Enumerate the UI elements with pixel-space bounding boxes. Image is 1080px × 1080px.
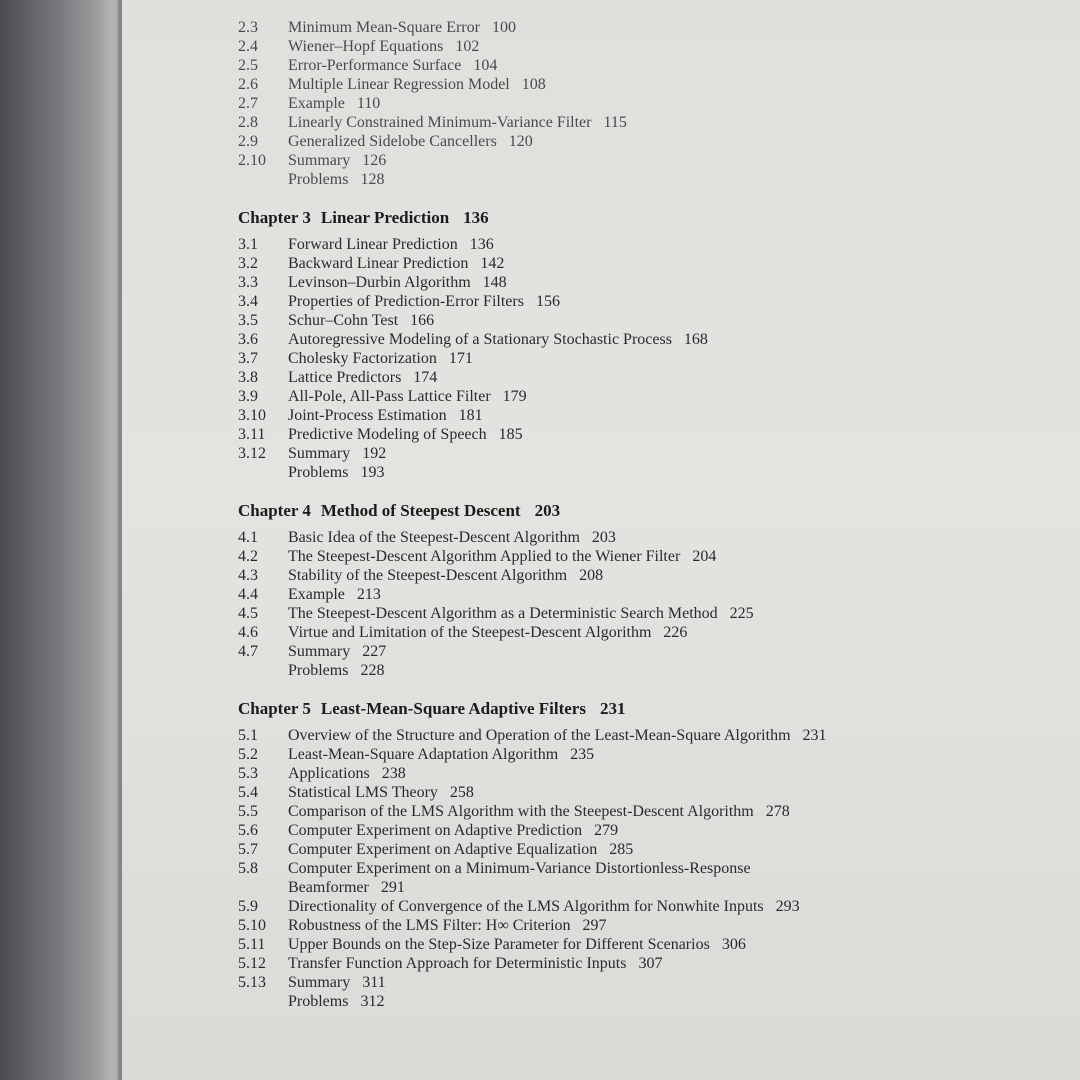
toc-entry	[238, 783, 1038, 802]
page-number: 136	[469, 236, 494, 253]
toc-entry	[238, 954, 1038, 973]
page-number: 100	[491, 19, 516, 36]
section-number: 4.6	[238, 624, 258, 641]
section-title: Basic Idea of the Steepest-Descent Algorithm	[288, 529, 580, 546]
chapter-label: Chapter 3	[238, 208, 311, 227]
page-number: 174	[413, 369, 438, 386]
page-number: 293	[775, 898, 800, 915]
section-number: 4.7	[238, 643, 258, 660]
section-title: Forward Linear Prediction	[288, 236, 458, 253]
section-title: Schur–Cohn Test	[288, 312, 399, 329]
toc-entry	[238, 151, 1038, 170]
section-title: Multiple Linear Regression Model	[288, 76, 510, 93]
section-title: Computer Experiment on a Minimum-Variance Distortionless-Response	[288, 860, 751, 877]
section-title: Problems	[288, 662, 349, 679]
page-number: 227	[362, 643, 387, 660]
page-number: 285	[609, 841, 634, 858]
section-number: 4.1	[238, 529, 258, 546]
toc-entry	[238, 992, 1038, 1011]
toc-entry	[238, 528, 1038, 547]
section-title: Linearly Constrained Minimum-Variance Filter	[288, 114, 592, 131]
section-title: Stability of the Steepest-Descent Algorithm	[288, 567, 568, 584]
section-number: 3.2	[238, 255, 258, 272]
toc-entry	[238, 292, 1038, 311]
section-title: Summary	[288, 152, 351, 169]
page-number: 311	[362, 974, 386, 991]
section-title: Directionality of Convergence of the LMS Algorithm for Nonwhite Inputs	[288, 898, 764, 915]
section-title: Example	[288, 586, 345, 603]
chapter-3-heading	[238, 207, 1038, 229]
section-title: Generalized Sidelobe Cancellers	[288, 133, 497, 150]
section-title: Lattice Predictors	[288, 369, 402, 386]
section-title: Overview of the Structure and Operation of the Least-Mean-Square Algorithm	[288, 727, 791, 744]
toc-entry	[238, 764, 1038, 783]
section-number: 3.12	[238, 445, 266, 462]
toc-entry	[238, 973, 1038, 992]
section-number: 3.4	[238, 293, 258, 310]
section-title: Virtue and Limitation of the Steepest-Descent Algorithm	[288, 624, 652, 641]
section-title: Computer Experiment on Adaptive Prediction	[288, 822, 583, 839]
chapter-4-heading	[238, 500, 1038, 522]
chapter-5-heading	[238, 698, 1038, 720]
section-title: The Steepest-Descent Algorithm as a Deterministic Search Method	[288, 605, 718, 622]
section-title: The Steepest-Descent Algorithm Applied to the Wiener Filter	[288, 548, 681, 565]
toc-entry	[238, 254, 1038, 273]
section-title: Wiener–Hopf Equations	[288, 38, 444, 55]
toc-entry	[238, 840, 1038, 859]
section-number: 3.9	[238, 388, 258, 405]
section-title: Summary	[288, 445, 351, 462]
toc-entry	[238, 745, 1038, 764]
toc-entry	[238, 859, 1038, 878]
page-number: 104	[473, 57, 498, 74]
toc-entry	[238, 311, 1038, 330]
page-number: 208	[579, 567, 604, 584]
page-number: 228	[360, 662, 385, 679]
page-number: 307	[638, 955, 663, 972]
section-number: 5.9	[238, 898, 258, 915]
section-number: 3.5	[238, 312, 258, 329]
toc-entry	[238, 18, 1038, 37]
page-number: 306	[721, 936, 746, 953]
toc-entry	[238, 113, 1038, 132]
page-number: 297	[582, 917, 607, 934]
toc-entry	[238, 56, 1038, 75]
page-number: 168	[683, 331, 708, 348]
chapter-title: Linear Prediction	[320, 208, 450, 227]
section-number: 4.4	[238, 586, 258, 603]
section-number: 3.8	[238, 369, 258, 386]
section-number: 5.5	[238, 803, 258, 820]
page-number: 108	[521, 76, 546, 93]
section-title: Error-Performance Surface	[288, 57, 462, 74]
page-number: 258	[449, 784, 474, 801]
section-title: Problems	[288, 171, 349, 188]
page-number: 115	[603, 114, 627, 131]
page-number: 128	[360, 171, 385, 188]
section-title: Minimum Mean-Square Error	[288, 19, 480, 36]
toc-entry	[238, 661, 1038, 680]
page-number: 179	[502, 388, 527, 405]
chapter-page: 136	[463, 208, 489, 227]
section-number: 5.4	[238, 784, 258, 801]
section-number: 5.3	[238, 765, 258, 782]
section-title: Comparison of the LMS Algorithm with the Steepest-Descent Algorithm	[288, 803, 754, 820]
page-number: 235	[570, 746, 595, 763]
section-number: 5.10	[238, 917, 266, 934]
page-number: 193	[360, 464, 385, 481]
table-of-contents	[238, 18, 1038, 1011]
section-number: 5.2	[238, 746, 258, 763]
toc-entry	[238, 642, 1038, 661]
section-number: 3.11	[238, 426, 266, 443]
toc-entry	[238, 235, 1038, 254]
chapter-4-section-list	[238, 528, 1038, 680]
section-title: Transfer Function Approach for Deterministic Inputs	[288, 955, 627, 972]
section-title: Properties of Prediction-Error Filters	[288, 293, 524, 310]
section-number: 5.6	[238, 822, 258, 839]
section-number: 3.7	[238, 350, 258, 367]
section-title: Autoregressive Modeling of a Stationary Stochastic Process	[288, 331, 672, 348]
section-number: 2.4	[238, 38, 258, 55]
chapter-title: Least-Mean-Square Adaptive Filters	[320, 699, 586, 718]
page-number: 204	[692, 548, 717, 565]
chapter-page: 231	[599, 699, 626, 718]
chapter-label: Chapter 4	[238, 501, 311, 520]
section-title: Backward Linear Prediction	[288, 255, 469, 272]
section-number: 2.3	[238, 19, 258, 36]
section-number: 5.13	[238, 974, 266, 991]
section-title: Applications	[288, 765, 370, 782]
toc-entry	[238, 585, 1038, 604]
page-number: 226	[663, 624, 688, 641]
toc-entry	[238, 132, 1038, 151]
toc-entry	[238, 916, 1038, 935]
section-title: Least-Mean-Square Adaptation Algorithm	[288, 746, 559, 763]
toc-entry-continuation	[238, 878, 1038, 897]
section-number: 2.5	[238, 57, 258, 74]
page-number: 213	[356, 586, 381, 603]
page-number: 312	[360, 993, 385, 1010]
toc-entry	[238, 94, 1038, 113]
chapter-5-section-list	[238, 726, 1038, 1011]
page-number: 156	[535, 293, 560, 310]
section-number: 3.1	[238, 236, 258, 253]
section-title: All-Pole, All-Pass Lattice Filter	[288, 388, 491, 405]
page-number: 192	[362, 445, 387, 462]
toc-entry	[238, 897, 1038, 916]
page-number: 279	[594, 822, 619, 839]
toc-entry	[238, 273, 1038, 292]
chapter-3-section-list	[238, 235, 1038, 482]
section-number: 2.6	[238, 76, 258, 93]
section-number: 2.10	[238, 152, 266, 169]
page-number: 126	[362, 152, 387, 169]
section-title: Predictive Modeling of Speech	[288, 426, 487, 443]
section-number: 5.11	[238, 936, 266, 953]
page-number: 120	[508, 133, 533, 150]
section-number: 4.5	[238, 605, 258, 622]
page-number: 171	[448, 350, 473, 367]
section-title: Cholesky Factorization	[288, 350, 437, 367]
toc-entry	[238, 170, 1038, 189]
toc-entry	[238, 726, 1038, 745]
section-title: Example	[288, 95, 345, 112]
section-number: 2.9	[238, 133, 258, 150]
section-number: 4.3	[238, 567, 258, 584]
section-title: Robustness of the LMS Filter: H∞ Criterion	[288, 917, 571, 934]
toc-entry	[238, 444, 1038, 463]
toc-entry	[238, 547, 1038, 566]
section-number: 3.3	[238, 274, 258, 291]
toc-entry	[238, 37, 1038, 56]
toc-entry	[238, 935, 1038, 954]
section-number: 5.8	[238, 860, 258, 877]
page-number: 238	[381, 765, 406, 782]
section-title: Summary	[288, 974, 351, 991]
toc-entry	[238, 425, 1038, 444]
page-number: 181	[458, 407, 483, 424]
section-number: 5.7	[238, 841, 258, 858]
section-title: Statistical LMS Theory	[288, 784, 438, 801]
section-number: 2.7	[238, 95, 258, 112]
toc-entry	[238, 75, 1038, 94]
page-number: 203	[591, 529, 616, 546]
page-number: 102	[455, 38, 480, 55]
chapter-title: Method of Steepest Descent	[320, 501, 521, 520]
page-number: 225	[729, 605, 754, 622]
page-number: 185	[498, 426, 523, 443]
section-number: 4.2	[238, 548, 258, 565]
section-title: Upper Bounds on the Step-Size Parameter for Different Scenarios	[288, 936, 710, 953]
toc-entry	[238, 368, 1038, 387]
chapter-2-section-list	[238, 18, 1038, 189]
section-number: 3.6	[238, 331, 258, 348]
toc-entry	[238, 623, 1038, 642]
chapter-page: 203	[534, 501, 561, 520]
section-number: 3.10	[238, 407, 266, 424]
toc-entry	[238, 821, 1038, 840]
section-title: Joint-Process Estimation	[288, 407, 447, 424]
page-number: 166	[410, 312, 435, 329]
section-number: 5.1	[238, 727, 258, 744]
toc-entry	[238, 387, 1038, 406]
section-title: Beamformer	[288, 879, 369, 896]
page-number: 278	[765, 803, 790, 820]
section-title: Levinson–Durbin Algorithm	[288, 274, 471, 291]
section-title: Computer Experiment on Adaptive Equalization	[288, 841, 598, 858]
toc-entry	[238, 349, 1038, 368]
page-number: 231	[802, 727, 827, 744]
toc-entry	[238, 463, 1038, 482]
toc-entry	[238, 566, 1038, 585]
toc-entry	[238, 330, 1038, 349]
section-title: Problems	[288, 993, 349, 1010]
toc-entry	[238, 604, 1038, 623]
page-number: 142	[480, 255, 505, 272]
page-number: 148	[482, 274, 507, 291]
page-number: 291	[380, 879, 405, 896]
chapter-label: Chapter 5	[238, 699, 311, 718]
section-title: Summary	[288, 643, 351, 660]
toc-entry	[238, 802, 1038, 821]
page-number: 110	[356, 95, 381, 112]
section-number: 2.8	[238, 114, 258, 131]
toc-entry	[238, 406, 1038, 425]
section-title: Problems	[288, 464, 349, 481]
section-number: 5.12	[238, 955, 266, 972]
